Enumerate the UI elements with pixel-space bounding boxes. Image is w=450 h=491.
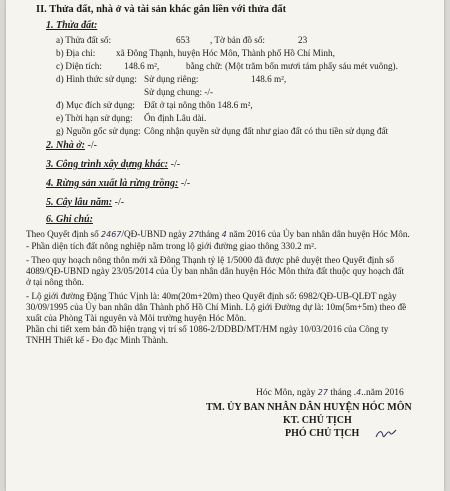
address-value: xã Đông Thạnh, huyện Hóc Môn, Thành phố Hồ Chí Minh, — [116, 48, 335, 58]
usage-form: Sử dụng riêng: — [144, 74, 199, 84]
area-value: 148.6 m², — [124, 61, 160, 71]
perennial-row — [46, 197, 124, 208]
house-heading: 2. Nhà ở: — [46, 140, 85, 151]
decision-tail: năm 2016 của Ủy ban nhân dân huyện Hóc Môn. — [226, 229, 410, 239]
forest-heading: 4. Rừng sản xuất là rừng trồng: — [46, 178, 179, 189]
decision-day-handwritten: 27 — [188, 230, 199, 239]
land-heading: 1. Thửa đất: — [46, 20, 98, 31]
notes-line-7: xuất của Phòng Tài nguyên và Môi trường huyện Hóc Môn. — [26, 313, 247, 323]
signature-day-handwritten: 27 — [317, 388, 328, 397]
origin-label: g) Nguồn gốc sử dụng: — [56, 126, 141, 136]
house-value: -/- — [87, 140, 97, 151]
signature-date — [256, 387, 404, 399]
notes-line-6: 30/09/1995 của Ủy ban nhân dân Thành phố Hồ Chí Minh. Lộ giới Đường dự là: 10m(5m+5m) theo đề — [26, 302, 407, 312]
forest-row — [46, 178, 190, 189]
usage-form-common: Sử dụng chung: -/- — [144, 87, 214, 97]
notes-heading: 6. Ghi chú: — [46, 214, 93, 225]
perennial-heading: 5. Cây lâu năm: — [46, 197, 113, 208]
map-number: 23 — [298, 35, 308, 45]
signature-role: PHÓ CHỦ TỊCH — [285, 428, 360, 439]
notes-line-4: ở tại nông thôn. — [26, 277, 84, 287]
decision-number-handwritten: 2467 — [101, 230, 122, 239]
construction-heading: 3. Công trình xây dựng khác: — [46, 159, 169, 170]
decision-mid: /QĐ-UBND ngày — [121, 229, 189, 239]
notes-line-9: TNHH Thiết kế - Đo đạc Minh Thành. — [26, 335, 169, 345]
notes-line-1: - Phần diện tích đất nông nghiệp nằm trong lộ giới đường giao thông 330.2 m². — [26, 241, 317, 251]
term-value: Ổn định Lâu dài. — [144, 113, 207, 123]
term-label: e) Thời hạn sử dụng: — [56, 113, 133, 123]
purpose-value: Đất ở tại nông thôn 148.6 m², — [144, 100, 253, 110]
purpose-label: đ) Mục đích sử dụng: — [56, 100, 135, 110]
house-row — [46, 140, 97, 151]
map-label: , Tờ bản đồ số: — [210, 35, 265, 45]
signature-place: Hóc Môn, ngày — [256, 388, 318, 398]
area-words-label: bằng chữ: — [186, 61, 223, 71]
notes-line-0: Theo Quyết định số — [26, 229, 102, 239]
notes-line-5: - Lộ giới đường Đặng Thúc Vịnh là: 40m(20m+20m) theo Quyết định số: 6982/QĐ-UB-QLĐT ngày — [26, 291, 397, 301]
plot-label: a) Thửa đất số: — [56, 35, 112, 45]
decision-month-label: tháng — [198, 229, 222, 239]
signature-org: TM. ỦY BAN NHÂN DÂN HUYỆN HÓC MÔN — [206, 402, 412, 413]
construction-row — [46, 159, 180, 170]
notes-line-2: - Theo quy hoạch nông thôn mới xã Đông Thạnh tỷ lệ 1/5000 đã được phê duyệt theo Quyết định số — [26, 255, 395, 265]
notes-line-3: 4089/QĐ-UBND ngày 23/05/2014 của Ủy ban nhân dân huyện Hóc Môn thửa đất thuộc quy hoạch đất — [26, 266, 405, 276]
notes-line-8: Phần chi tiết xem bản đồ hiện trạng vị trí số 1086-2/DDBD/MT/HM ngày 10/03/2016 của Công ty — [26, 324, 389, 334]
signature-month-handwritten: 4 — [356, 388, 362, 397]
usage-form-label: d) Hình thức sử dụng: — [56, 74, 137, 84]
certificate-page — [6, 0, 444, 491]
section-title: II. Thửa đất, nhà ở và tài sản khác gắn liền với thửa đất — [36, 4, 287, 15]
construction-value: -/- — [170, 159, 181, 170]
decision-month-handwritten: 4 — [221, 230, 227, 239]
area-label: c) Diện tích: — [56, 61, 102, 71]
plot-number: 653 — [176, 35, 190, 45]
perennial-value: -/- — [114, 197, 125, 208]
origin-value: Công nhận quyền sử dụng đất như giao đất có thu tiền sử dụng đất — [144, 126, 389, 136]
forest-value: -/- — [180, 178, 191, 189]
signature-month-label: tháng . — [327, 388, 357, 398]
signature-mark-icon — [375, 428, 397, 440]
area-words: (Một trăm bốn mươi tám phẩy sáu mét vuông). — [225, 61, 398, 71]
address-label: b) Địa chỉ: — [56, 48, 96, 58]
signature-kt: KT. CHỦ TỊCH — [283, 415, 352, 426]
usage-form-area: 148.6 m², — [251, 74, 287, 84]
signature-year: ..năm 2016 — [361, 388, 404, 398]
notes-decision-line — [26, 229, 410, 240]
